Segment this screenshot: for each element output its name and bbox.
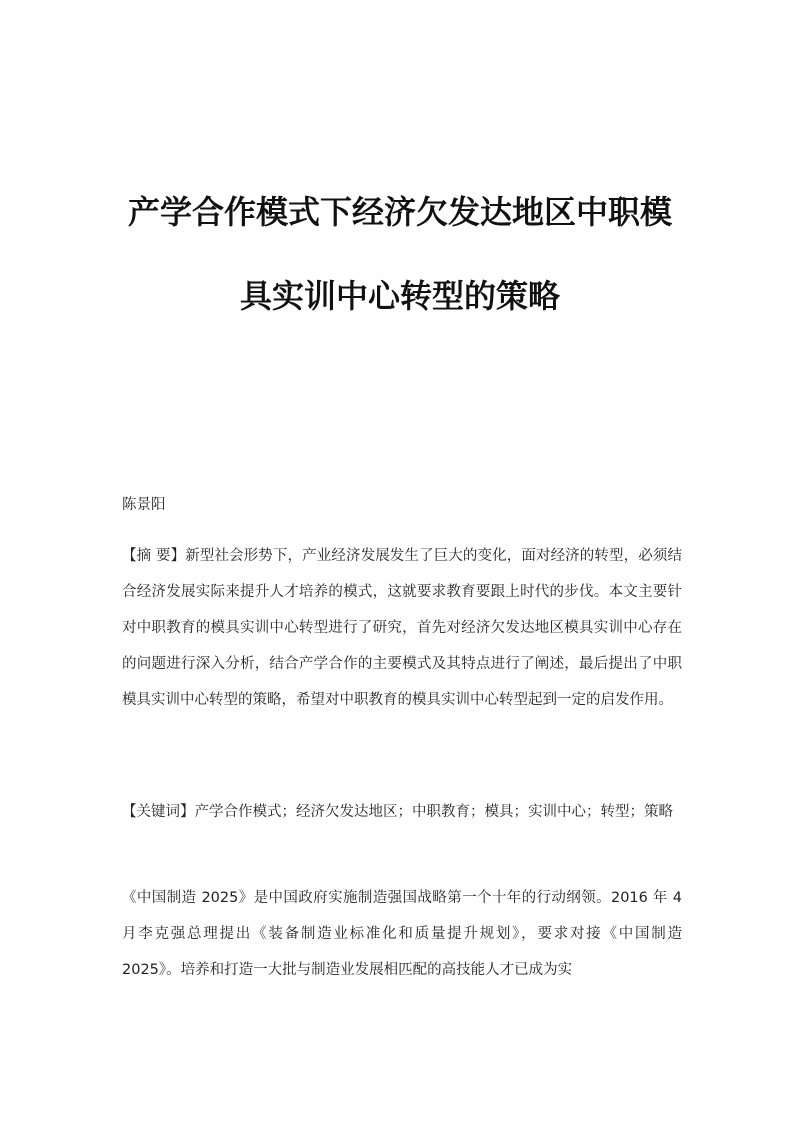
abstract-label: 【摘 要】 [122,548,186,564]
paper-title-line-2: 具实训中心转型的策略 [239,277,560,315]
keywords-paragraph [122,794,682,830]
intro-paragraph: 《中国制造 2025》是中国政府实施制造强国战略第一个十年的行动纲领。2016 年 4 月李克强总理提出《装备制造业标准化和质量提升规划》，要求对接《中国制造 2025》。培养和打造一大批与制造业发展相匹配的高技能人才已成为实 [122,890,682,978]
author-name: 陈景阳 [122,497,166,513]
keywords-text: 产学合作模式；经济欠发达地区；中职教育；模具；实训中心；转型；策略 [194,804,673,820]
abstract-paragraph [122,538,682,718]
abstract-text: 新型社会形势下，产业经济发展发生了巨大的变化，面对经济的转型，必须结合经济发展实际来提升人才培养的模式，这就要求教育要跟上时代的步伐。本文主要针对中职教育的模具实训中心转型进行了研究，首先对经济欠发达地区模具实训中心存在的问题进行深入分析，结合产学合作的主要模式及其特点进行了阐述，最后提出了中职模具实训中心转型的策略，希望对中职教育的模具实训中心转型起到一定的启发作用。 [122,548,682,708]
paper-title-line-1: 产学合作模式下经济欠发达地区中职模 [127,193,672,231]
keywords-label: 【关键词】 [122,804,195,820]
